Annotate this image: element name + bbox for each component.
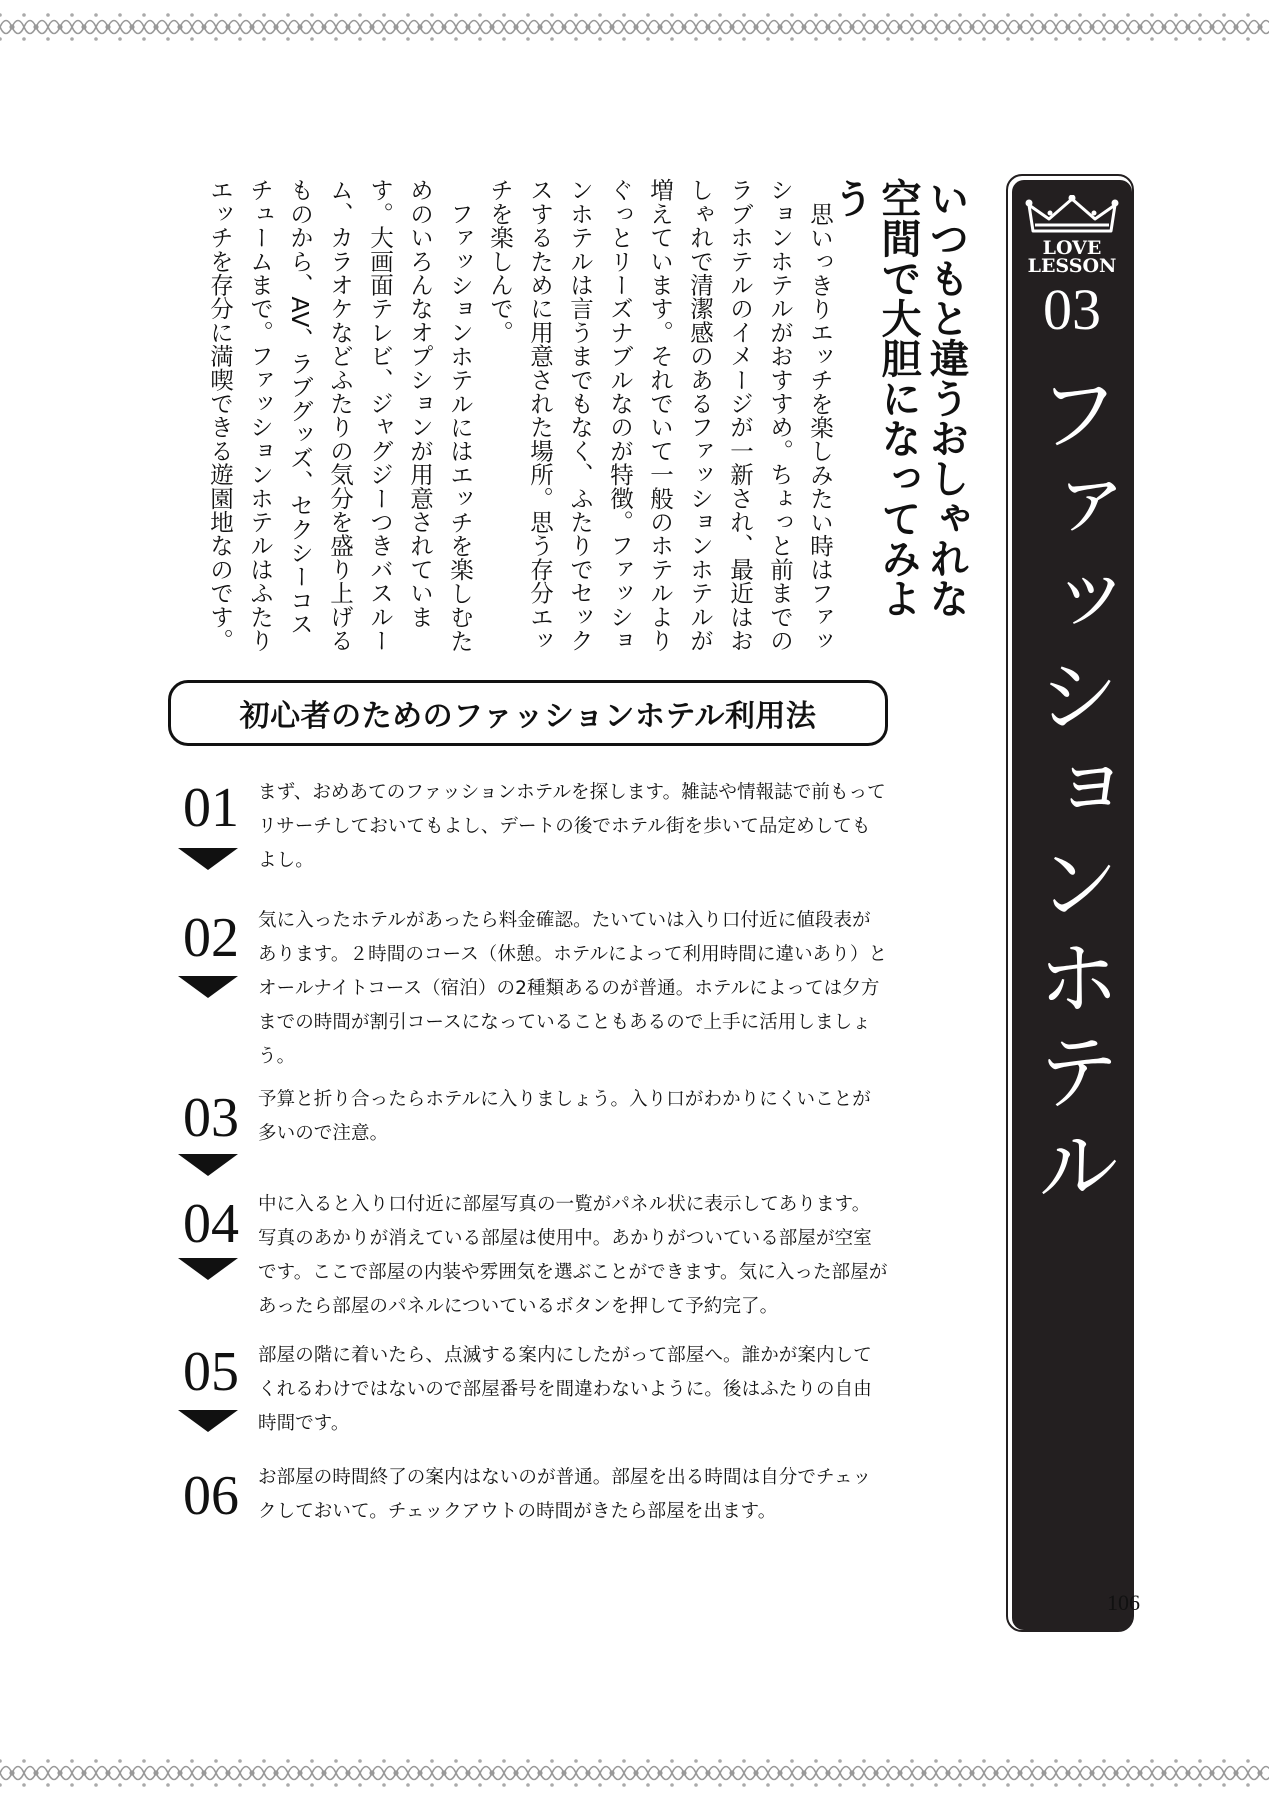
intro-paragraph-1: 思いっきりエッチを楽しみたい時はファッションホテルがおすすめ。ちょっと前までのラブホテルのイメージが一新され、最近はおしゃれで清潔感のあるファッションホテルが増えています。それでいて一般のホテルよりぐっとリーズナブルなのが特徴。ファッションホテルは言うまでもなく、ふたりでセックスするために用意された場所。思う存分エッチを楽しんで。 (486, 178, 834, 652)
lesson-number: 03 (1043, 277, 1101, 342)
guide-title (168, 680, 888, 746)
intro-paragraph-2: ファッションホテルにはエッチを楽しむためのいろんなオプションが用意されています。大画面テレビ、ジャグジーつきバスルーム、カラオケなどふたりの気分を盛り上げるものから、AV、ラブグッズ、セクシーコスチュームまで。ファッションホテルはふたりエッチを存分に満喫できる遊園地なのです。 (206, 178, 474, 652)
step-arrow-2 (178, 976, 238, 998)
step-text-3: 予算と折り合ったらホテルに入りましょう。入り口がわかりにくいことが多いので注意。 (258, 1089, 871, 1144)
step-number-6: 06 (183, 1465, 239, 1527)
step-text-5: 部屋の階に着いたら、点滅する案内にしたがって部屋へ。誰かが案内してくれるわけではないので部屋番号を間違わないように。後はふたりの自由時間です。 (258, 1345, 872, 1434)
step-arrow-3 (178, 1154, 238, 1176)
headline-line-1: いつもと違うおしゃれな (923, 178, 969, 618)
lesson-label: LESSON (1027, 255, 1117, 277)
page-number: 106 (1107, 1590, 1140, 1615)
headline-line-2: 空間で大胆になってみよう (827, 178, 921, 618)
intro-text (200, 178, 840, 653)
step-number-5: 05 (183, 1341, 239, 1403)
step-number-1: 01 (183, 777, 239, 839)
step-text-4: 中に入ると入り口付近に部屋写真の一覧がパネル状に表示してあります。写真のあかりが消えている部屋は使用中。あかりがついている部屋が空室です。ここで部屋の内装や雰囲気を選ぶことができます。気に入った部屋があったら部屋のパネルについているボタンを押して予約完了。 (258, 1194, 888, 1317)
love-label: LOVE (1042, 237, 1102, 259)
step-number-3: 03 (183, 1087, 239, 1149)
step-arrow-5 (178, 1410, 238, 1432)
lesson-title: ファッションホテル (1023, 370, 1121, 1216)
step-arrow-4 (178, 1258, 238, 1280)
step-arrow-1 (178, 848, 238, 870)
step-text-6: お部屋の時間終了の案内はないのが普通。部屋を出る時間は自分でチェックしておいて。チェックアウトの時間がきたら部屋を出ます。 (258, 1467, 872, 1522)
step-text-1: まず、おめあてのファッションホテルを探します。雑誌や情報誌で前もってリサーチしておいてもよし、デートの後でホテル街を歩いて品定めしてもよし。 (258, 782, 886, 871)
top-lace-border (0, 10, 1269, 44)
step-number-4: 04 (183, 1193, 239, 1255)
step-number-2: 02 (183, 907, 239, 969)
guide-title-text: 初心者のためのファッションホテル利用法 (239, 699, 817, 734)
step-text-2: 気に入ったホテルがあったら料金確認。たいていは入り口付近に値段表があります。２時間のコース（休憩。ホテルによって利用時間に違いあり）とオールナイトコース（宿泊）の2種類あるのが普通。ホテルによっては夕方までの時間が割引コースになっていることもあるので上手に活用しましょう。 (258, 910, 888, 1067)
crown-icon (1025, 195, 1119, 237)
headline (826, 178, 970, 648)
bottom-lace-border (0, 1756, 1269, 1790)
